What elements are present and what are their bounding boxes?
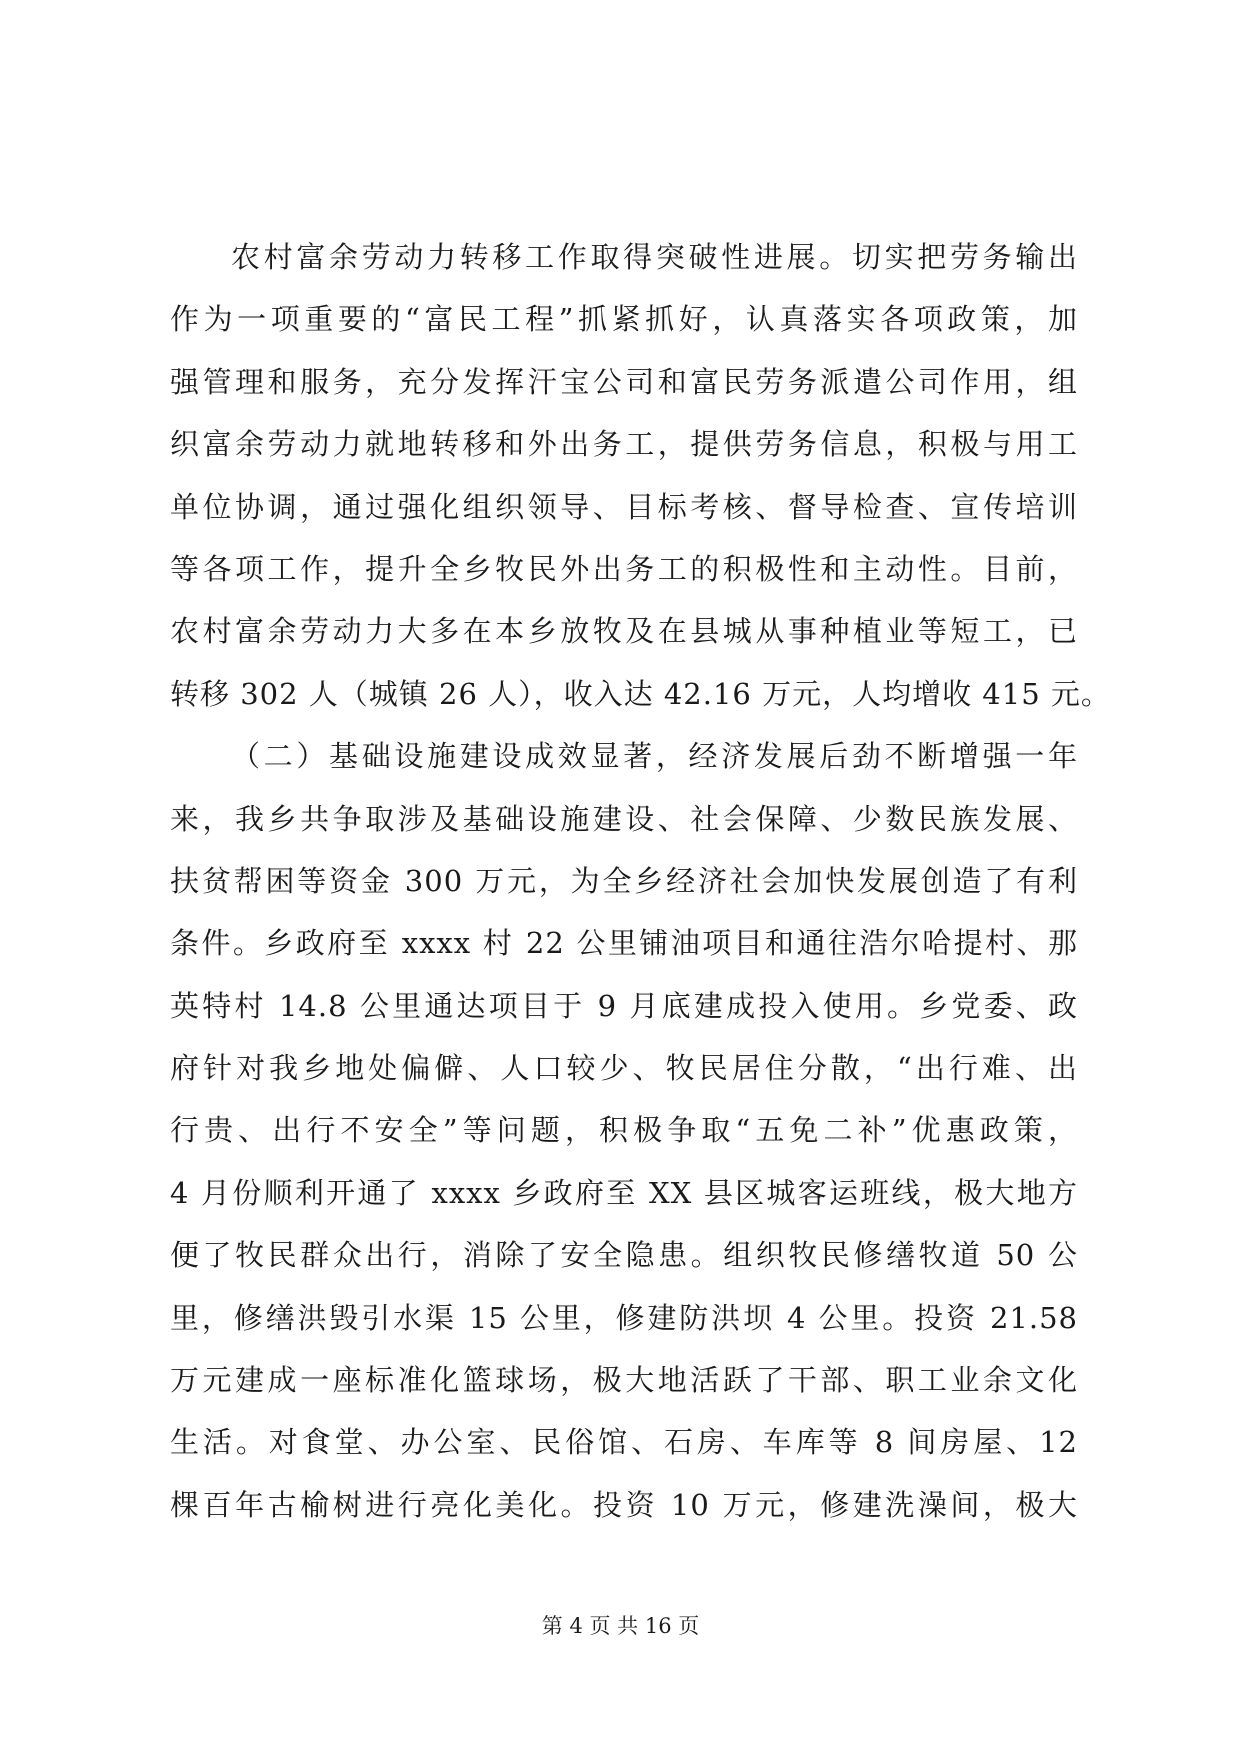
page-number-label: 第 4 页 共 16 页 — [541, 1614, 700, 1638]
paragraph-1-line: 农村富余劳动力转移工作取得突破性进展。切实把劳务输出 — [231, 240, 1078, 274]
page-footer — [0, 1610, 1241, 1640]
paragraph-1-line: 农村富余劳动力大多在本乡放牧及在县城从事种植业等短工，已 — [170, 614, 1078, 649]
paragraph-2-line: 行贵、出行不安全”等问题，积极争取“五免二补”优惠政策， — [170, 1113, 1078, 1148]
paragraph-1-line: 等各项工作，提升全乡牧民外出务工的积极性和主动性。目前， — [170, 551, 1078, 586]
paragraph-1-line: 织富余劳动力就地转移和外出务工，提供劳务信息，积极与用工 — [170, 427, 1078, 462]
paragraph-2-line: 条件。乡政府至 xxxx 村 22 公里铺油项目和通往浩尔哈提村、那 — [170, 926, 1078, 961]
paragraph-2-line: 万元建成一座标准化篮球场，极大地活跃了干部、职工业余文化 — [170, 1363, 1078, 1398]
paragraph-2-line: 英特村 14.8 公里通达项目于 9 月底建成投入使用。乡党委、政 — [170, 988, 1078, 1023]
paragraph-2-line: （二）基础设施建设成效显著，经济发展后劲不断增强一年 — [231, 739, 1078, 774]
paragraph-2-line: 生活。对食堂、办公室、民俗馆、石房、车库等 8 间房屋、12 — [170, 1425, 1078, 1460]
paragraph-2-line: 来，我乡共争取涉及基础设施建设、社会保障、少数民族发展、 — [170, 801, 1078, 836]
paragraph-2-line: 扶贫帮困等资金 300 万元，为全乡经济社会加快发展创造了有利 — [170, 863, 1078, 898]
paragraph-2-line: 府针对我乡地处偏僻、人口较少、牧民居住分散，“出行难、出 — [170, 1051, 1078, 1086]
paragraph-2-line: 棵百年古榆树进行亮化美化。投资 10 万元，修建洗澡间，极大 — [170, 1487, 1078, 1522]
paragraph-1-line: 转移 302 人（城镇 26 人），收入达 42.16 万元，人均增收 415 元。 — [170, 676, 1111, 711]
paragraph-2-line: 便了牧民群众出行，消除了安全隐患。组织牧民修缮牧道 50 公 — [170, 1238, 1078, 1273]
paragraph-2-line: 4 月份顺利开通了 xxxx 乡政府至 XX 县区城客运班线，极大地方 — [170, 1175, 1078, 1210]
paragraph-1-line: 强管理和服务，充分发挥汗宝公司和富民劳务派遣公司作用，组 — [170, 364, 1078, 399]
paragraph-1-line: 作为一项重要的“富民工程”抓紧抓好，认真落实各项政策，加 — [170, 302, 1078, 337]
paragraph-1-line: 单位协调，通过强化组织领导、目标考核、督导检查、宣传培训 — [170, 489, 1078, 524]
document-body — [170, 226, 1111, 1536]
paragraph-2-line: 里，修缮洪毁引水渠 15 公里，修建防洪坝 4 公里。投资 21.58 — [170, 1300, 1078, 1335]
